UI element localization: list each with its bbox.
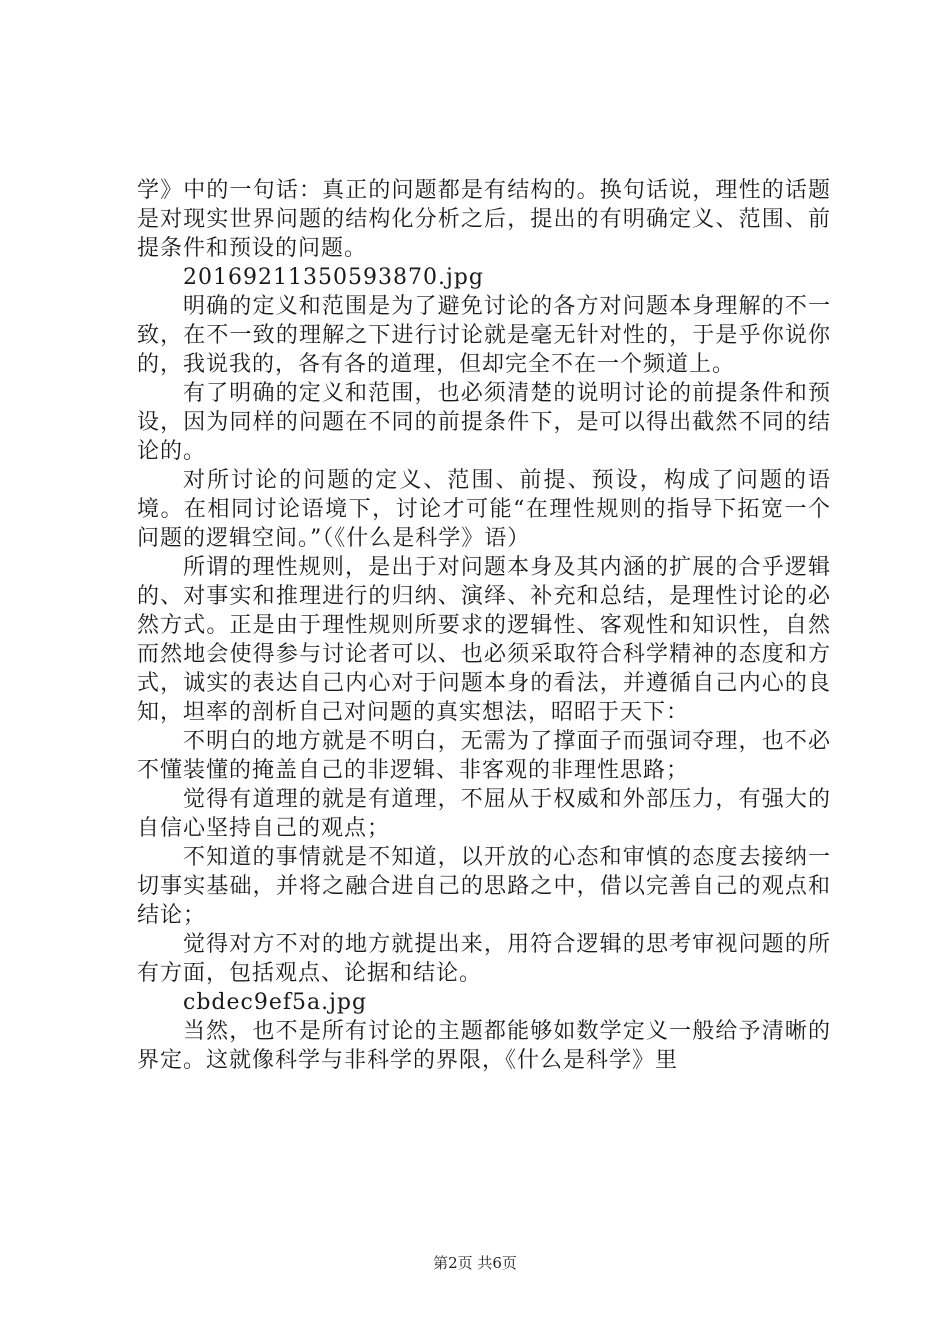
paragraph: 当然，也不是所有讨论的主题都能够如数学定义一般给予清晰的界定。这就像科学与非科学的界限，《什么是科学》里 — [137, 1019, 831, 1073]
paragraph: 明确的定义和范围是为了避免讨论的各方对问题本身理解的不一致，在不一致的理解之下进行讨论就是毫无针对性的，于是乎你说你的，我说我的，各有各的道理，但却完全不在一个频道上。 — [137, 294, 831, 377]
paragraph: 觉得对方不对的地方就提出来，用符合逻辑的思考审视问题的所有方面，包括观点、论据和结论。 — [137, 932, 831, 986]
page-footer — [0, 1252, 950, 1273]
page-number: 第2页 共6页 — [433, 1254, 517, 1272]
paragraph: 觉得有道理的就是有道理，不屈从于权威和外部压力，有强大的自信心坚持自己的观点； — [137, 787, 831, 841]
paragraph: 对所讨论的问题的定义、范围、前提、预设，构成了问题的语境。在相同讨论语境下，讨论才可能“在理性规则的指导下拓宽一个问题的逻辑空间。”（《什么是科学》语） — [137, 468, 831, 551]
paragraph: 不知道的事情就是不知道，以开放的心态和审慎的态度去接纳一切事实基础，并将之融合进自己的思路之中，借以完善自己的观点和结论； — [137, 845, 831, 928]
image-filename: 20169211350593870.jpg — [183, 265, 484, 290]
paragraph: 所谓的理性规则，是出于对问题本身及其内涵的扩展的合乎逻辑的、对事实和推理进行的归纳、演绎、补充和总结，是理性讨论的必然方式。正是由于理性规则所要求的逻辑性、客观性和知识性，自然而然地会使得参与讨论者可以、也必须采取符合科学精神的态度和方式，诚实的表达自己内心对于问题本身的看法，并遵循自己内心的良知，坦率的剖析自己对问题的真实想法，昭昭于天下： — [137, 555, 831, 725]
paragraph: 有了明确的定义和范围，也必须清楚的说明讨论的前提条件和预设，因为同样的问题在不同的前提条件下，是可以得出截然不同的结论的。 — [137, 381, 831, 464]
paragraph: 不明白的地方就是不明白，无需为了撑面子而强词夺理，也不必不懂装懂的掩盖自己的非逻辑、非客观的非理性思路； — [137, 729, 831, 783]
paragraph: 学》中的一句话：真正的问题都是有结构的。换句话说，理性的话题是对现实世界问题的结构化分析之后，提出的有明确定义、范围、前提条件和预设的问题。 — [137, 178, 831, 261]
image-filename: cbdec9ef5a.jpg — [183, 990, 368, 1015]
document-body — [137, 176, 831, 1075]
